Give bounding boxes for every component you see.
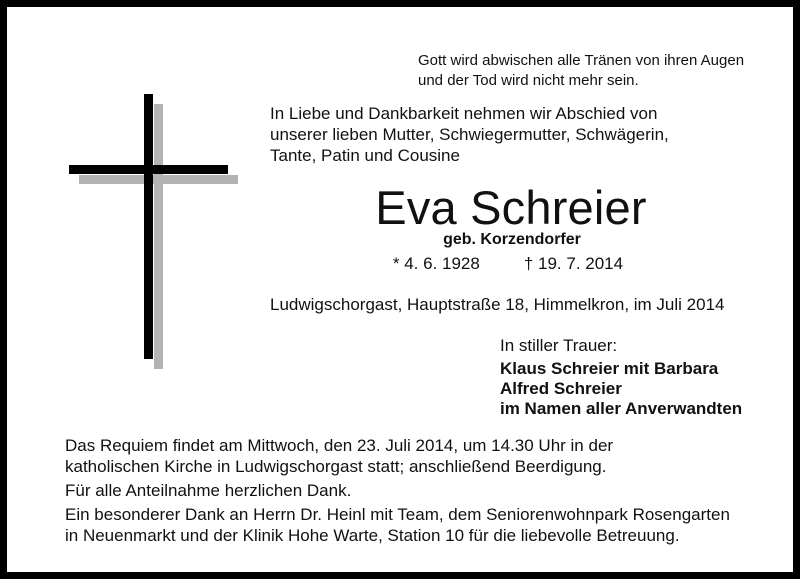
thanks-paragraph: Für alle Anteilnahme herzlichen Dank. xyxy=(65,481,352,500)
intro-line: unserer lieben Mutter, Schwiegermutter, Schwägerin, xyxy=(270,125,669,144)
death-date: † 19. 7. 2014 xyxy=(523,254,624,273)
mourners-list xyxy=(500,359,742,419)
mourner-name: Alfred Schreier xyxy=(500,379,622,398)
requiem-line: Das Requiem findet am Mittwoch, den 23. Juli 2014, um 14.30 Uhr in der xyxy=(65,436,614,455)
special-thanks-paragraph xyxy=(65,504,730,546)
place-and-date: Ludwigschorgast, Hauptstraße 18, Himmelkron, im Juli 2014 xyxy=(270,295,725,314)
intro-line: In Liebe und Dankbarkeit nehmen wir Abschied von xyxy=(270,104,658,123)
notice-text xyxy=(65,435,730,546)
mourner-name: Klaus Schreier mit Barbara xyxy=(500,359,719,378)
requiem-paragraph xyxy=(65,435,730,477)
birth-date: * 4. 6. 1928 xyxy=(392,254,480,273)
special-thanks-line: in Neuenmarkt und der Klinik Hohe Warte, Station 10 für die liebevolle Betreuung. xyxy=(65,526,680,545)
maiden-name: geb. Korzendorfer xyxy=(443,231,581,248)
quote-line: Gott wird abwischen alle Tränen von ihren Augen xyxy=(418,52,745,69)
quote-line: und der Tod wird nicht mehr sein. xyxy=(418,72,639,89)
deceased-name: Eva Schreier xyxy=(375,181,647,234)
life-dates xyxy=(7,253,800,275)
bible-quote xyxy=(418,51,744,91)
requiem-line: katholischen Kirche in Ludwigschorgast statt; anschließend Beerdigung. xyxy=(65,457,607,476)
mourner-name: im Namen aller Anverwandten xyxy=(500,399,743,418)
intro-text xyxy=(270,103,669,166)
special-thanks-line: Ein besonderer Dank an Herrn Dr. Heinl mit Team, dem Seniorenwohnpark Rosengarten xyxy=(65,505,730,524)
intro-line: Tante, Patin und Cousine xyxy=(270,146,460,165)
mourning-intro: In stiller Trauer: xyxy=(500,336,618,355)
